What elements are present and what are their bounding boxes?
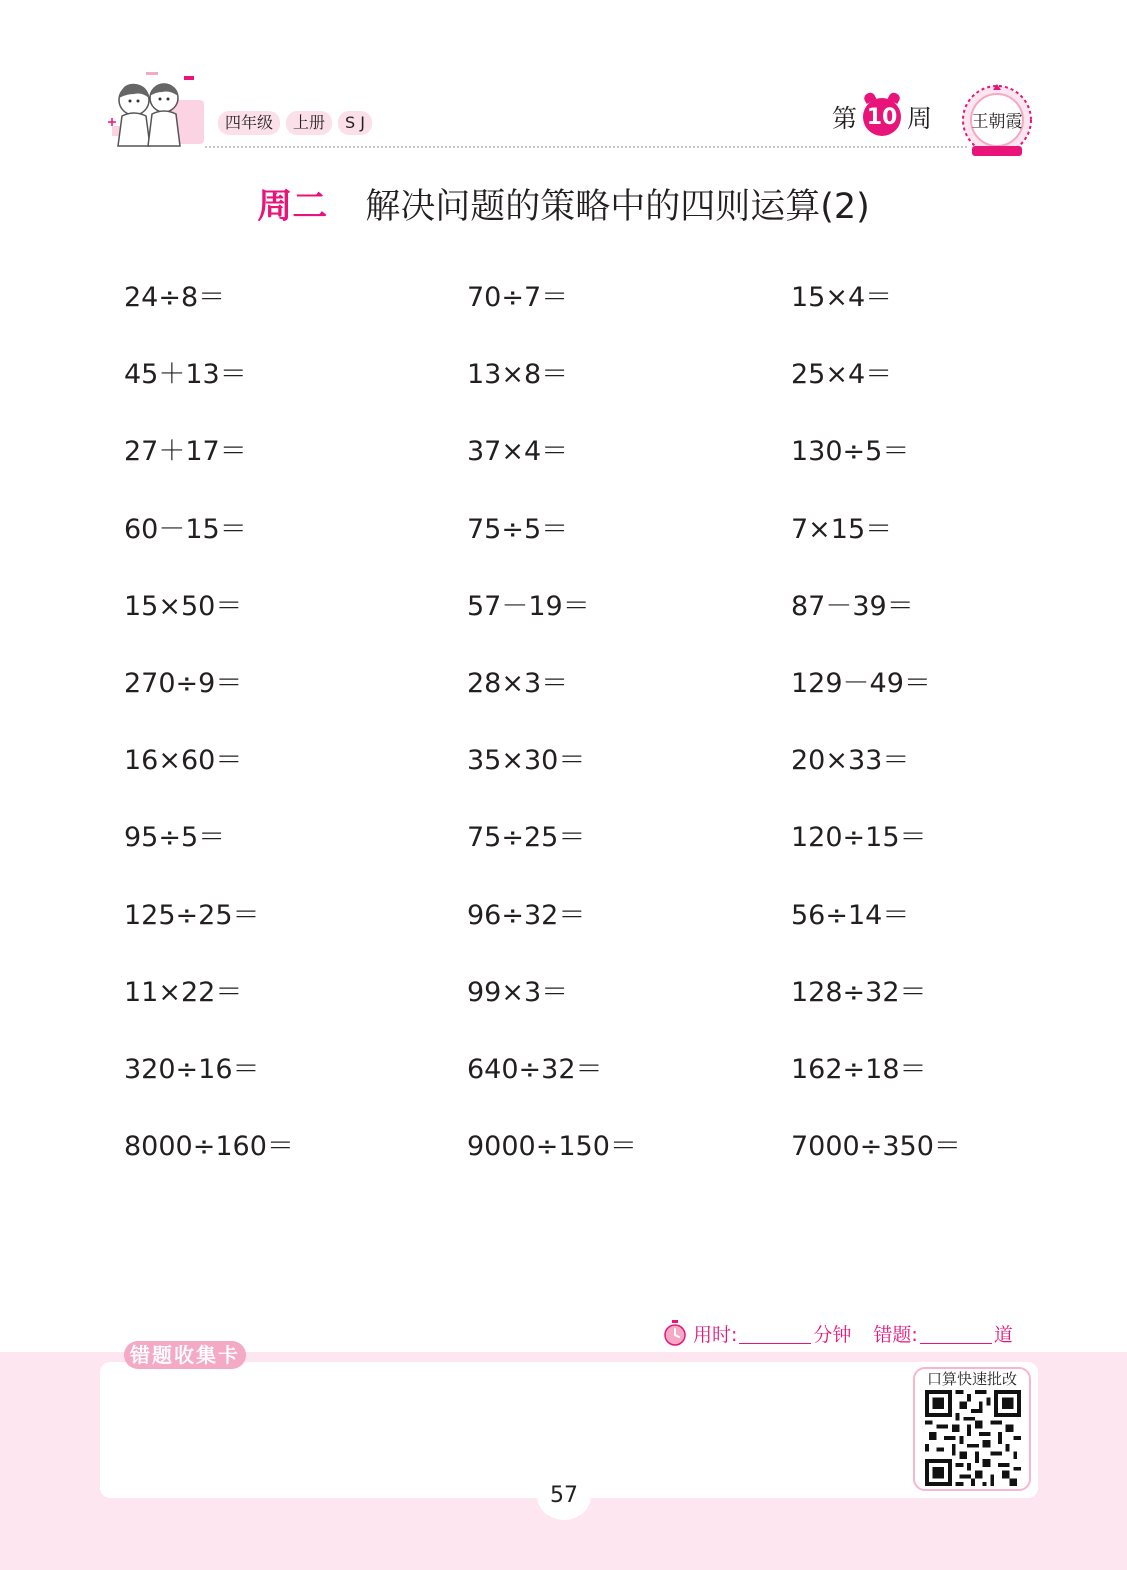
grade-tag: 四年级 xyxy=(218,111,280,135)
error-card-label: 错题收集卡 xyxy=(124,1341,246,1369)
qr-code-box[interactable] xyxy=(913,1367,1031,1491)
problem: 15×50＝ xyxy=(124,590,243,622)
problem: 35×30＝ xyxy=(467,745,586,777)
problem: 56÷14＝ xyxy=(791,899,910,931)
problem: 24÷8＝ xyxy=(124,282,226,313)
time-blank[interactable] xyxy=(739,1323,811,1344)
problem: 87－39＝ xyxy=(791,590,914,622)
header-divider xyxy=(205,146,967,148)
grade-tags xyxy=(218,111,372,135)
problem: 130÷5＝ xyxy=(791,436,910,468)
problem: 11×22＝ xyxy=(124,976,243,1008)
problem: 99×3＝ xyxy=(467,976,569,1008)
errors-label: 错题: xyxy=(873,1323,918,1346)
problem: 13×8＝ xyxy=(467,359,569,391)
problem: 16×60＝ xyxy=(124,745,243,777)
week-suffix: 周 xyxy=(907,104,933,133)
edition-tag: S J xyxy=(338,111,372,135)
problem: 27＋17＝ xyxy=(124,436,247,468)
problem: 95÷5＝ xyxy=(124,822,226,854)
errors-unit: 道 xyxy=(993,1323,1013,1346)
problem-row xyxy=(124,1048,1084,1125)
problem-row xyxy=(124,816,1084,893)
title-text: 解决问题的策略中的四则运算(2) xyxy=(365,187,870,227)
problem: 162÷18＝ xyxy=(791,1053,927,1085)
arithmetic-problem-grid xyxy=(124,276,1084,1202)
problem: 129－49＝ xyxy=(791,667,931,699)
brand-logo-badge xyxy=(960,82,1034,160)
problem: 7000÷350＝ xyxy=(791,1131,961,1163)
problem-row xyxy=(124,739,1084,816)
time-unit: 分钟 xyxy=(813,1323,852,1346)
time-label: 用时: xyxy=(693,1323,738,1346)
problem: 45＋13＝ xyxy=(124,359,247,391)
page-number: 57 xyxy=(537,1472,591,1520)
timing-record xyxy=(663,1318,1013,1348)
problem: 70÷7＝ xyxy=(467,282,569,313)
problem-row xyxy=(124,508,1084,585)
problem: 75÷5＝ xyxy=(467,513,569,545)
page-title xyxy=(0,182,1127,232)
logo-text: 王朝霞 xyxy=(971,112,1023,132)
problem: 9000÷150＝ xyxy=(467,1131,637,1163)
problem: 125÷25＝ xyxy=(124,899,260,931)
problem-row xyxy=(124,276,1084,353)
week-indicator xyxy=(832,98,932,136)
problem: 8000÷160＝ xyxy=(124,1131,294,1163)
problem: 7×15＝ xyxy=(791,513,893,545)
problem: 96÷32＝ xyxy=(467,899,586,931)
problem-row xyxy=(124,1125,1084,1202)
problem: 15×4＝ xyxy=(791,282,893,313)
problem-row xyxy=(124,894,1084,971)
problem: 60－15＝ xyxy=(124,513,247,545)
problem: 28×3＝ xyxy=(467,667,569,699)
problem: 270÷9＝ xyxy=(124,667,243,699)
problem: 57－19＝ xyxy=(467,590,590,622)
problem: 75÷25＝ xyxy=(467,822,586,854)
problem: 20×33＝ xyxy=(791,745,910,777)
qr-caption: 口算快速批改 xyxy=(926,1370,1017,1388)
errors-blank[interactable] xyxy=(920,1323,992,1344)
problem: 25×4＝ xyxy=(791,359,893,391)
stopwatch-icon xyxy=(663,1320,687,1346)
week-prefix: 第 xyxy=(832,104,858,133)
problem: 120÷15＝ xyxy=(791,822,927,854)
week-number-badge: 10 xyxy=(863,98,901,136)
problem-row xyxy=(124,353,1084,430)
problem: 640÷32＝ xyxy=(467,1053,603,1085)
title-day: 周二 xyxy=(257,187,328,227)
volume-tag: 上册 xyxy=(286,111,332,135)
problem-row xyxy=(124,430,1084,507)
qr-code-icon[interactable] xyxy=(925,1390,1021,1486)
problem-row xyxy=(124,971,1084,1048)
problem-row xyxy=(124,662,1084,739)
problem: 128÷32＝ xyxy=(791,976,927,1008)
problem: 320÷16＝ xyxy=(124,1053,260,1085)
problem: 37×4＝ xyxy=(467,436,569,468)
problem-row xyxy=(124,585,1084,662)
kids-mascot-illustration xyxy=(104,70,208,158)
